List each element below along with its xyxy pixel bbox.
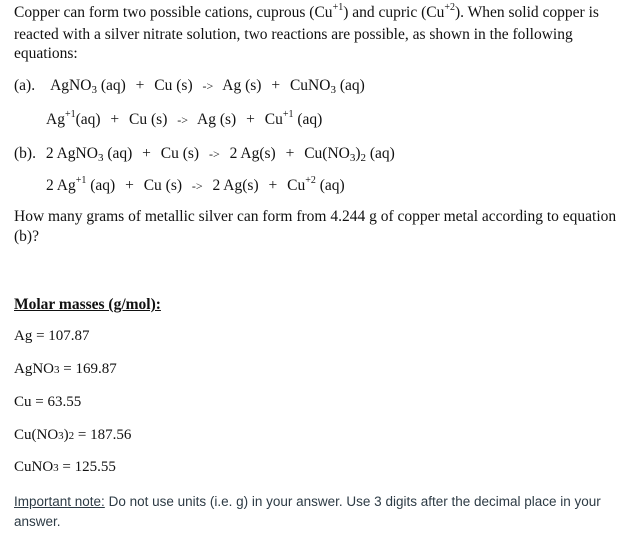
molar-mass-cuno32 — [14, 427, 131, 444]
reaction-arrow: -> — [191, 179, 203, 193]
state: (aq) — [86, 177, 116, 194]
product-2: CuNO — [289, 77, 331, 94]
intro-text-3: ). When solid copper is reacted with a silver nitrate solution, two reactions are possible, as shown in the following equations: — [14, 4, 599, 62]
equation-a-label: (a). — [14, 77, 36, 94]
plus-sign: + — [110, 111, 120, 128]
molar-mass-cuno3 — [14, 459, 116, 476]
plus-sign: + — [271, 77, 281, 94]
reactant-1: 2 Ag — [46, 177, 76, 194]
paren: ) — [355, 145, 361, 162]
subscript: 3 — [91, 84, 97, 96]
charge: +1 — [75, 175, 87, 186]
mass-value: = 187.56 — [74, 427, 132, 443]
plus-sign: + — [285, 145, 295, 162]
product-2: Cu — [287, 177, 306, 194]
equation-b-label: (b). — [14, 145, 36, 162]
state: (aq) — [335, 77, 365, 94]
equation-b-molecular — [14, 144, 395, 165]
molar-masses-heading: Molar masses (g/mol): — [14, 296, 161, 313]
reaction-arrow: -> — [177, 113, 189, 127]
charge: +2 — [305, 175, 316, 186]
intro-paragraph — [14, 3, 636, 64]
plus-sign: + — [125, 177, 134, 194]
reactant-1: Ag — [46, 111, 65, 128]
product-1: Ag (s) — [222, 77, 262, 94]
reaction-arrow: -> — [208, 147, 220, 161]
reactant-2: Cu (s) — [143, 177, 183, 194]
product-2: Cu — [264, 111, 283, 128]
intro-text-2: ) and cupric (Cu — [343, 4, 445, 21]
reactant-1: 2 AgNO — [45, 145, 98, 162]
intro-text-1: Copper can form two possible cations, cuprous (Cu — [14, 4, 333, 21]
reaction-arrow: -> — [202, 79, 214, 93]
plus-sign: + — [135, 77, 145, 94]
subscript: 3 — [54, 364, 60, 376]
subscript: 3 — [349, 152, 356, 164]
molar-mass-agno3 — [14, 361, 117, 378]
plus-sign: + — [142, 145, 151, 162]
equation-a-ionic — [46, 110, 322, 132]
state: (aq) — [366, 145, 395, 162]
subscript: 3 — [58, 430, 64, 442]
product-2: Cu(NO — [304, 145, 350, 162]
product-1: Ag (s) — [197, 111, 237, 128]
formula: Cu(NO — [14, 427, 59, 443]
equation-b-ionic — [46, 176, 345, 198]
state: (aq) — [315, 177, 345, 194]
subscript: 2 — [68, 430, 75, 442]
state: (aq) — [293, 111, 323, 128]
cupric-charge: +2 — [444, 2, 455, 13]
charge: +1 — [64, 109, 76, 120]
charge: +1 — [282, 109, 294, 120]
state: (aq) — [75, 111, 101, 128]
state: (aq) — [103, 145, 133, 162]
subscript: 3 — [53, 462, 59, 474]
paren: ) — [63, 427, 69, 443]
question-text: How many grams of metallic silver can form from 4.244 g of copper metal according to equation (b)? — [14, 208, 617, 245]
formula: Ag — [14, 328, 33, 344]
subscript: 2 — [360, 152, 366, 164]
important-note-text: Do not use units (i.e. g) in your answer. Use 3 digits after the decimal place in your answer. — [14, 494, 601, 529]
state: (aq) — [96, 77, 126, 94]
reactant-2: Cu (s) — [160, 145, 200, 162]
mass-value: = 63.55 — [31, 394, 82, 410]
reactant-2: Cu (s) — [129, 111, 168, 128]
reactant-2: Cu (s) — [154, 77, 193, 94]
reactant-1: AgNO — [50, 77, 92, 94]
product-1: 2 Ag(s) — [229, 145, 276, 162]
important-note — [14, 492, 634, 532]
formula: Cu — [14, 394, 32, 410]
equation-a-molecular — [14, 76, 365, 97]
mass-value: = 169.87 — [59, 361, 117, 377]
plus-sign: + — [246, 111, 255, 128]
formula: CuNO — [14, 459, 54, 475]
formula: AgNO — [14, 361, 54, 377]
molar-mass-ag — [14, 328, 90, 345]
plus-sign: + — [268, 177, 278, 194]
cuprous-charge: +1 — [332, 2, 344, 13]
molar-mass-cu — [14, 394, 81, 411]
mass-value: = 107.87 — [32, 328, 90, 344]
important-note-label: Important note: — [14, 494, 105, 509]
subscript: 3 — [330, 84, 336, 96]
subscript: 3 — [97, 152, 104, 164]
product-1: 2 Ag(s) — [212, 177, 259, 194]
mass-value: = 125.55 — [58, 459, 116, 475]
